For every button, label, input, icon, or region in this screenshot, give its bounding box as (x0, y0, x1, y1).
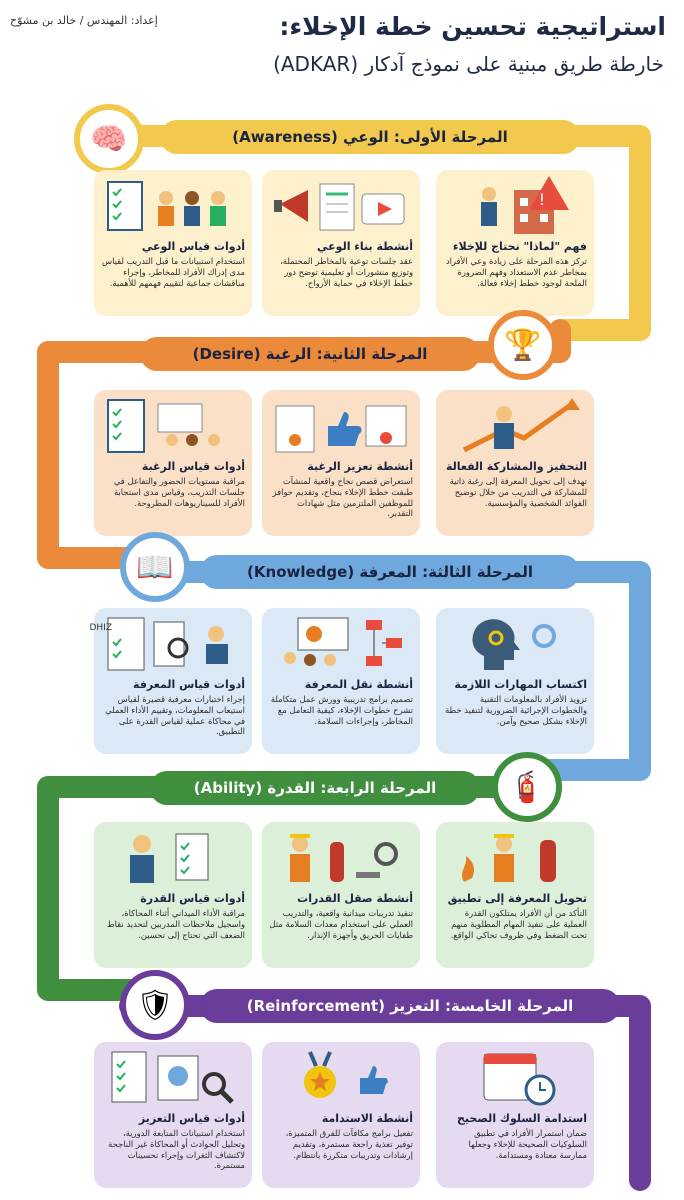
book-icon: 📖 (120, 532, 190, 602)
card-title: فهم "لماذا" نحتاج للإخلاء (452, 240, 587, 253)
svg-text:DHIZ: DHIZ (89, 623, 112, 633)
certificate-icon (270, 396, 412, 456)
page-title: استراتيجية تحسين خطة الإخلاء: (279, 12, 666, 41)
extinguisher-worker-icon: 🧯 (492, 752, 562, 822)
card-text: عقد جلسات توعية بالمخاطر المحتملة، وتوزيع منشورات أو تعليمية توضح دور خطط الإخلاء في حماية الأرواح. (280, 256, 413, 288)
card-text: مراقبة مستويات الحضور والتفاعل في جلسات التدريب، وقياس مدى استجابة الأفراد للسيناريوهات المطروحة. (113, 476, 245, 508)
card-ability-measure (94, 822, 252, 968)
card-title: أنشطة تعزيز الرغبة (307, 460, 413, 473)
card-text: تفعيل برامج مكافآت للفرق المتميزة، توفير تغذية راجعة مستمرة، وتقديم إرشادات وتدريبات متكررة بانتظام. (285, 1128, 413, 1160)
warning-building-icon (444, 176, 586, 236)
card-title: أنشطة نقل المعرفة (304, 678, 413, 691)
report-magnifier-icon (102, 1048, 244, 1108)
phase-banner-knowledge: المرحلة الثالثة: المعرفة (Knowledge) (200, 555, 580, 589)
card-title: التحفيز والمشاركة الفعالة (445, 460, 587, 473)
card-text: التأكد من أن الأفراد يمتلكون القدرة العملية على تنفيذ المهام المطلوبة منهم تحت الضغط وفي ظروف تحاكي الواقع. (450, 908, 587, 940)
quiz-icon (89, 614, 244, 674)
phase-banner-ability: المرحلة الرابعة: القدرة (Ability) (150, 771, 480, 805)
card-reinforcement-sustain (436, 1042, 594, 1188)
card-title: أنشطة بناء الوعي (317, 240, 413, 253)
card-text: ضمان استمرار الأفراد في تطبيق السلوكيات الصحيحة للإخلاء وجعلها ممارسة معتادة ومستدامة. (468, 1128, 587, 1160)
card-text: استخدام استبيانات ما قبل التدريب لقياس مدى إدراك الأفراد للمخاطر، وإجراء مناقشات جماعية لتقييم فهمهم للأهمية. (101, 256, 245, 288)
card-text: تصميم برامج تدريبية وورش عمل متكاملة تشرح خطوات الإخلاء، كيفية التعامل مع المخاطر، وإجراءات السلامة. (270, 694, 413, 726)
card-knowledge-measure (89, 608, 252, 754)
inspector-icon (102, 828, 244, 888)
card-ability-apply (436, 822, 594, 968)
growth-arrow-icon (444, 396, 586, 456)
card-knowledge-activities (262, 608, 420, 754)
card-reinforcement-measure (94, 1042, 252, 1188)
medal-icon (270, 1048, 412, 1108)
card-awareness-why (436, 170, 594, 316)
card-desire-activities (262, 390, 420, 536)
author-credit: إعداد: المهندس / خالد بن مشوّح (10, 14, 158, 27)
svg-text:!: ! (538, 190, 545, 209)
card-text: استخدام استبيانات المتابعة الدورية، وتحليل الحوادث أو المحاكاة غير الناجحة لاكتشاف الثغرات وإجراء تحسينات مستمرة. (108, 1128, 245, 1171)
card-desire-motivation (436, 390, 594, 536)
card-title: تحويل المعرفة إلى تطبيق (447, 892, 587, 905)
presentation-icon (270, 614, 412, 674)
card-knowledge-skills (436, 608, 594, 754)
card-ability-activities (262, 822, 420, 968)
card-awareness-activities (262, 170, 420, 316)
card-text: تركز هذه المرحلة على زيادة وعي الأفراد بمخاطر عدم الاستعداد وفهم الضرورة الملحة لوجود خطط إخلاء فعالة. (445, 256, 587, 288)
shield-check-icon: 🛡 (120, 970, 190, 1040)
phase-banner-awareness: المرحلة الأولى: الوعي (Awareness) (160, 120, 580, 154)
card-title: أدوات قياس التعزيز (138, 1112, 245, 1125)
card-title: أدوات قياس الوعي (141, 240, 245, 253)
card-desire-measure (94, 390, 252, 536)
card-title: أدوات قياس القدرة (140, 892, 245, 905)
megaphone-icon (270, 176, 412, 236)
calendar-clock-icon (444, 1048, 586, 1108)
card-title: أنشطة الاستدامة (321, 1112, 413, 1125)
card-title: استدامة السلوك الصحيح (457, 1112, 587, 1125)
card-reinforcement-activities (262, 1042, 420, 1188)
card-text: مراقبة الأداء الميداني أثناء المحاكاة، واسجيل ملاحظات المدربين لتحديد نقاط الضعف التي تحتاج إلى تحسين. (106, 908, 245, 940)
card-title: أدوات قياس المعرفة (133, 678, 245, 691)
card-text: تزويد الأفراد بالمعلومات التقنية والخطوات الإجرائية الضرورية لتنفيذ خطة الإخلاء بشكل صحيح وآمن. (445, 694, 587, 726)
trophy-heart-icon: 🏆 (488, 310, 558, 380)
card-text: استعراض قصص نجاح واقعية لمنشآت طبقت خطط الإخلاء بنجاح، وتقديم حوافز للموظفين الملتزمين مثل شهادات التقدير. (272, 476, 413, 519)
card-title: أنشطة صقل القدرات (297, 892, 413, 905)
fire-drill-icon (444, 828, 586, 888)
brain-icon: 🧠 (74, 104, 144, 174)
card-awareness-measure (94, 170, 252, 316)
phase-banner-reinforcement: المرحلة الخامسة: التعزيز (Reinforcement) (200, 989, 620, 1023)
card-title: اكتساب المهارات اللازمة (454, 678, 587, 691)
card-text: تهدف إلى تحويل المعرفة إلى رغبة ذاتية للمشاركة في التدريب من خلال توضيح الفوائد الشخصية والمؤسسية. (449, 476, 587, 508)
card-text: إجراء اختبارات معرفية قصيرة لقياس استيعاب المعلومات، وتقييم الأداء العملي في محاكاة عملية لقياس القدرة على التطبيق. (105, 694, 245, 737)
tools-icon (270, 828, 412, 888)
head-gears-icon (444, 614, 586, 674)
phase-banner-desire: المرحلة الثانية: الرغبة (Desire) (140, 337, 480, 371)
card-title: أدوات قياس الرغبة (141, 460, 245, 473)
survey-group-icon (102, 176, 244, 236)
checklist-icon (102, 396, 244, 456)
card-text: تنفيذ تدريبات ميدانية واقعية، والتدريب العملي على استخدام معدات السلامة مثل طفايات الحريق وأجهزة الإنذار. (269, 908, 413, 940)
page-subtitle: خارطة طريق مبنية على نموذج آدكار (ADKAR) (273, 52, 664, 76)
